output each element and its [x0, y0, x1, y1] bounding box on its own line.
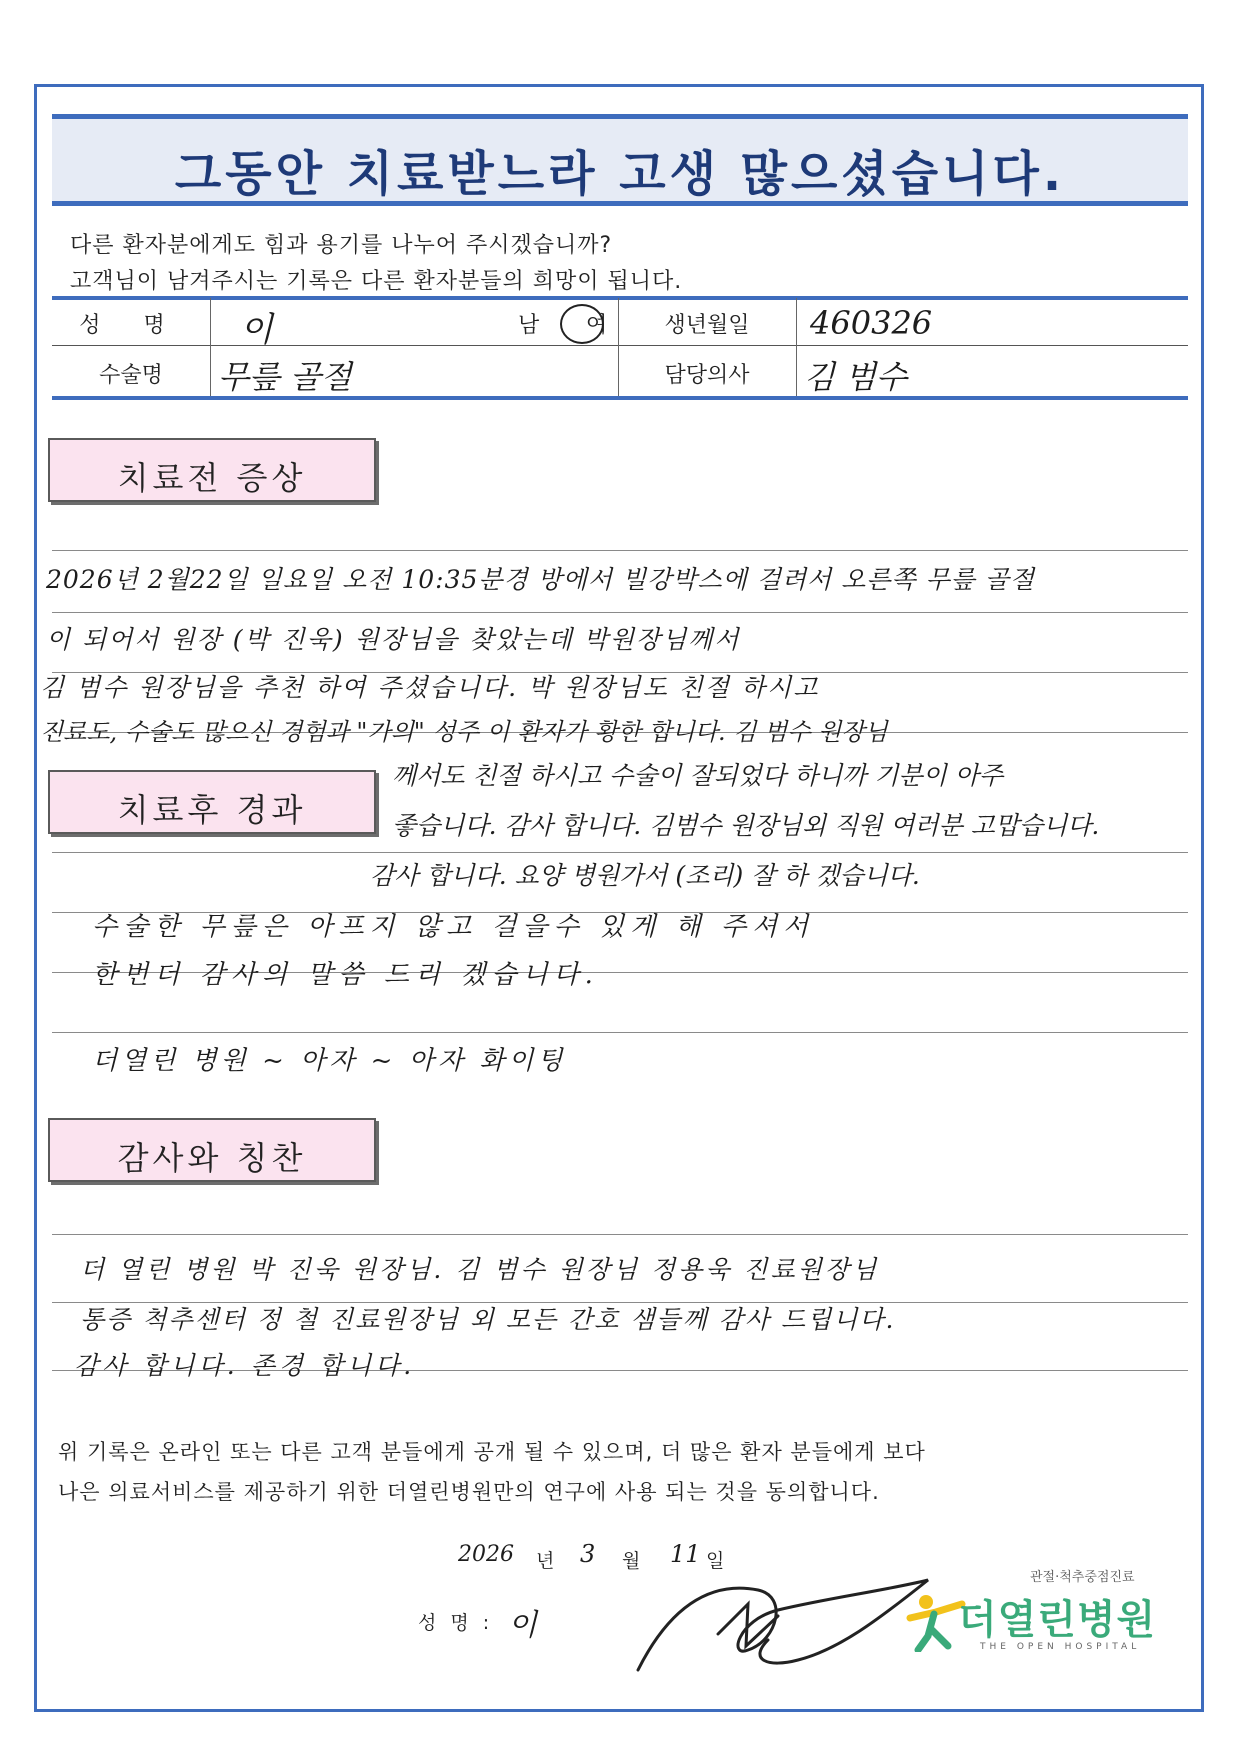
birth-value: 460326: [810, 304, 933, 342]
writing-line: [52, 550, 1188, 551]
before-line-4: 진료도, 수술도 많으신 경험과 "가의" 성주 이 환자가 황한 합니다. 김 범수 원장님: [40, 718, 888, 746]
date-month-unit: 월: [622, 1550, 641, 1572]
signature-name: 이: [508, 1608, 537, 1643]
form-top-border: [52, 296, 1188, 300]
birth-label: 생년월일: [664, 313, 750, 338]
before-line-7: 감사 합니다. 요양 병원가서 (조리) 잘 하 겠습니다.: [370, 861, 920, 890]
doctor-value: 김 범수: [804, 358, 907, 396]
writing-line: [52, 1234, 1188, 1235]
signature-label: 성 명 :: [418, 1612, 494, 1634]
name-value: 이: [240, 310, 273, 350]
gender-female-label: 여: [586, 313, 608, 338]
logo-tagline: 관절·척추중점진료: [1030, 1570, 1135, 1585]
date-year: 2026: [458, 1542, 514, 1567]
before-line-3: 김 범수 원장님을 추천 하여 주셨습니다. 박 원장님도 친절 하시고: [40, 673, 820, 702]
form-col-divider: [796, 298, 797, 396]
writing-line: [52, 612, 1188, 613]
writing-line: [52, 852, 1188, 853]
before-line-1: 2026년 2월22일 일요일 오전 10:35분경 방에서 빌강박스에 걸려서 오른쪽 무릎 골절: [46, 565, 1036, 594]
section-after-treatment: [48, 770, 376, 834]
section-thanks-title: 감사와 칭찬: [117, 1139, 307, 1177]
after-line-2: 한번더 감사의 말씀 드리 겠습니다.: [92, 960, 599, 990]
thanks-line-1: 더 열린 병원 박 진욱 원장님. 김 범수 원장님 정용욱 진료원장님: [80, 1255, 880, 1284]
thanks-line-3: 감사 합니다. 존경 합니다.: [74, 1351, 416, 1380]
logo-english: THE OPEN HOSPITAL: [980, 1642, 1141, 1652]
writing-line: [52, 1032, 1188, 1033]
intro-line-1: 다른 환자분에게도 힘과 용기를 나누어 주시겠습니까?: [70, 233, 613, 258]
before-line-2: 이 되어서 원장 (박 진욱) 원장님을 찾았는데 박원장님께서: [46, 625, 741, 654]
logo-figure-icon: [906, 1592, 966, 1652]
logo-name: 더열린병원: [958, 1597, 1157, 1643]
consent-line-2: 나은 의료서비스를 제공하기 위한 더열린병원만의 연구에 사용 되는 것을 동의합니다.: [58, 1480, 880, 1504]
intro-line-2: 고객님이 남겨주시는 기록은 다른 환자분들의 희망이 됩니다.: [70, 269, 683, 294]
doctor-label: 담당의사: [664, 363, 750, 388]
before-line-5: 께서도 친절 하시고 수술이 잘되었다 하니까 기분이 아주: [392, 761, 1004, 790]
section-thanks: [48, 1118, 376, 1182]
surgery-value: 무릎 골절: [218, 358, 352, 396]
form-col-divider: [210, 298, 211, 396]
consent-line-1: 위 기록은 온라인 또는 다른 고객 분들에게 공개 될 수 있으며, 더 많은 환자 분들에게 보다: [58, 1440, 926, 1464]
date-year-unit: 년: [536, 1550, 555, 1572]
gender-male-label: 남: [518, 313, 540, 338]
date-day-unit: 일: [706, 1550, 725, 1572]
section-after-title: 치료후 경과: [117, 791, 307, 829]
after-line-3: 더열린 병원 ~ 아자 ~ 아자 화이팅: [92, 1046, 567, 1076]
title-banner: [52, 114, 1188, 206]
after-line-1: 수술한 무릎은 아프지 않고 걸을수 있게 해 주셔서: [92, 912, 815, 942]
page-title: 그동안 치료받느라 고생 많으셨습니다.: [174, 146, 1066, 202]
form-row-divider: [52, 345, 1188, 346]
hospital-logo: [906, 1566, 1174, 1662]
date-day: 11: [670, 1540, 701, 1568]
section-before-title: 치료전 증상: [117, 459, 307, 497]
thanks-line-2: 통증 척추센터 정 철 진료원장님 외 모든 간호 샘들께 감사 드립니다.: [80, 1305, 896, 1334]
date-month: 3: [580, 1540, 596, 1568]
name-label: 성 명: [79, 313, 183, 338]
handwritten-signature: [628, 1550, 948, 1690]
surgery-label: 수술명: [99, 363, 163, 388]
section-before-treatment: [48, 438, 376, 502]
before-line-6: 좋습니다. 감사 합니다. 김범수 원장님외 직원 여러분 고맙습니다.: [392, 811, 1100, 840]
